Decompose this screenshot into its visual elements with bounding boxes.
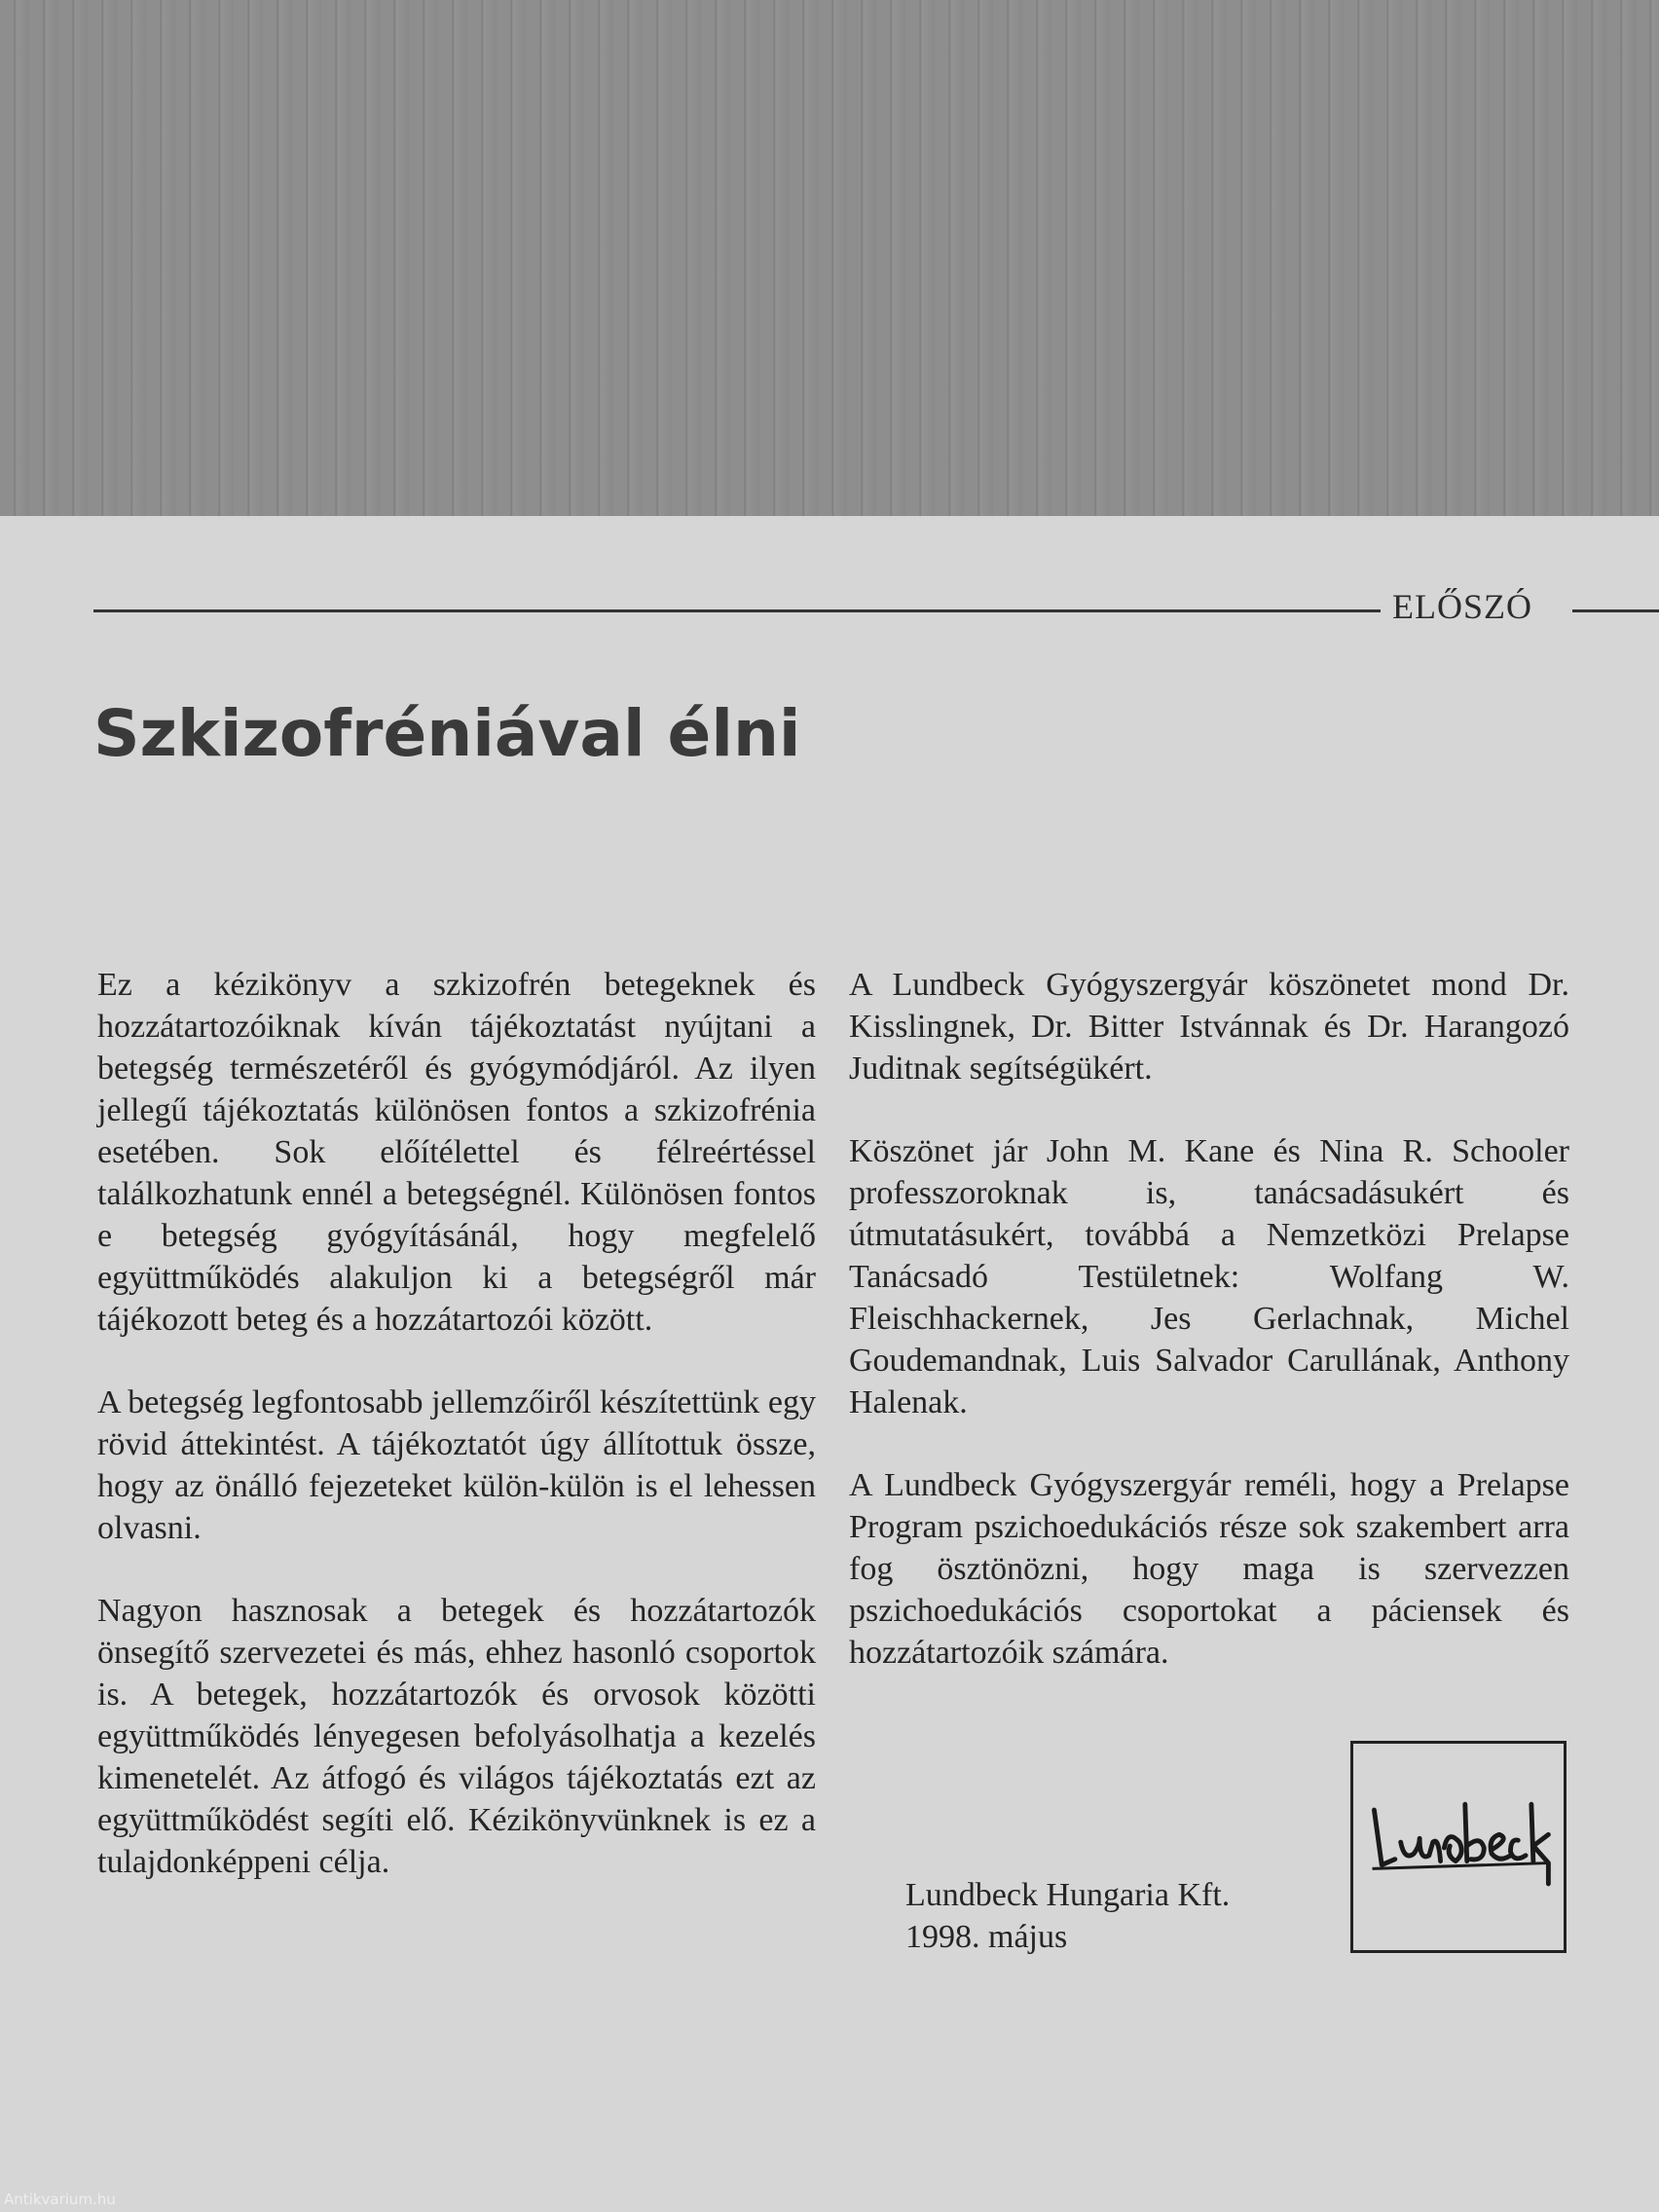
page-title: Szkizofréniával élni	[93, 696, 801, 771]
left-paragraph-3: Nagyon hasznosak a betegek és hozzátartozók önsegítő szervezetei és más, ehhez hasonló csoportok is. A betegek, hozzátartozók és orvosok közötti együttműködés lényegesen befolyásolhatja a kezelés kimenetelét. Az átfogó és világos tájékoztatás ezt az együttműködést segíti elő. Kézikönyvünknek is ez a tulajdonképpeni célja.	[97, 1593, 816, 1880]
left-paragraph-2: A betegség legfontosabb jellemzőiről készítettünk egy rövid áttekintést. A tájékoztatót úgy állítottuk össze, hogy az önálló fejezeteket külön-külön is el lehessen olvasni.	[97, 1384, 816, 1546]
signature-block	[905, 1874, 1230, 1958]
right-paragraph-2: Köszönet jár John M. Kane és Nina R. Schooler professzoroknak is, tanácsadásukért és útmutatásukért, továbbá a Nemzetközi Prelapse Tanácsadó Testületnek: Wolfang W. Fleischhackernek, Jes Gerlachnak, Michel Goudemandnak, Luis Salvador Carullának, Anthony Halenak.	[849, 1133, 1569, 1420]
left-column	[97, 964, 816, 1924]
document-page	[0, 516, 1659, 2212]
lundbeck-logo	[1350, 1741, 1567, 1953]
lundbeck-logo-mark	[1353, 1744, 1564, 1950]
signature-date: 1998. május	[905, 1919, 1068, 1955]
watermark: Antikvarium.hu	[4, 2191, 116, 2208]
right-paragraph-1: A Lundbeck Gyógyszergyár köszönetet mond Dr. Kisslingnek, Dr. Bitter Istvánnak és Dr. Harangozó Juditnak segítségükért.	[849, 967, 1569, 1087]
header-rule-left	[93, 609, 1381, 612]
signature-company: Lundbeck Hungaria Kft.	[905, 1877, 1231, 1913]
right-column	[849, 964, 1569, 1714]
header-rule-right	[1572, 609, 1659, 612]
left-paragraph-1: Ez a kézikönyv a szkizofrén betegeknek és hozzátartozóiknak kíván tájékoztatást nyújtani a betegség természetéről és gyógymódjáról. Az ilyen jellegű tájékoztatás különösen fontos a szkizofrénia esetében. Sok előítélettel és félreértéssel találkozhatunk ennél a betegségnél. Különösen fontos e betegség gyógyításánál, hogy megfelelő együttműködés alakuljon ki a betegségről már tájékozott beteg és a hozzátartozói között.	[97, 967, 816, 1338]
right-paragraph-3: A Lundbeck Gyógyszergyár reméli, hogy a Prelapse Program pszichoedukációs része sok szakembert arra fog ösztönözni, hogy maga is szervezzen pszichoedukációs csoportokat a páciensek és hozzátartozóik számára.	[849, 1467, 1569, 1671]
section-label: ELŐSZÓ	[1392, 587, 1532, 626]
